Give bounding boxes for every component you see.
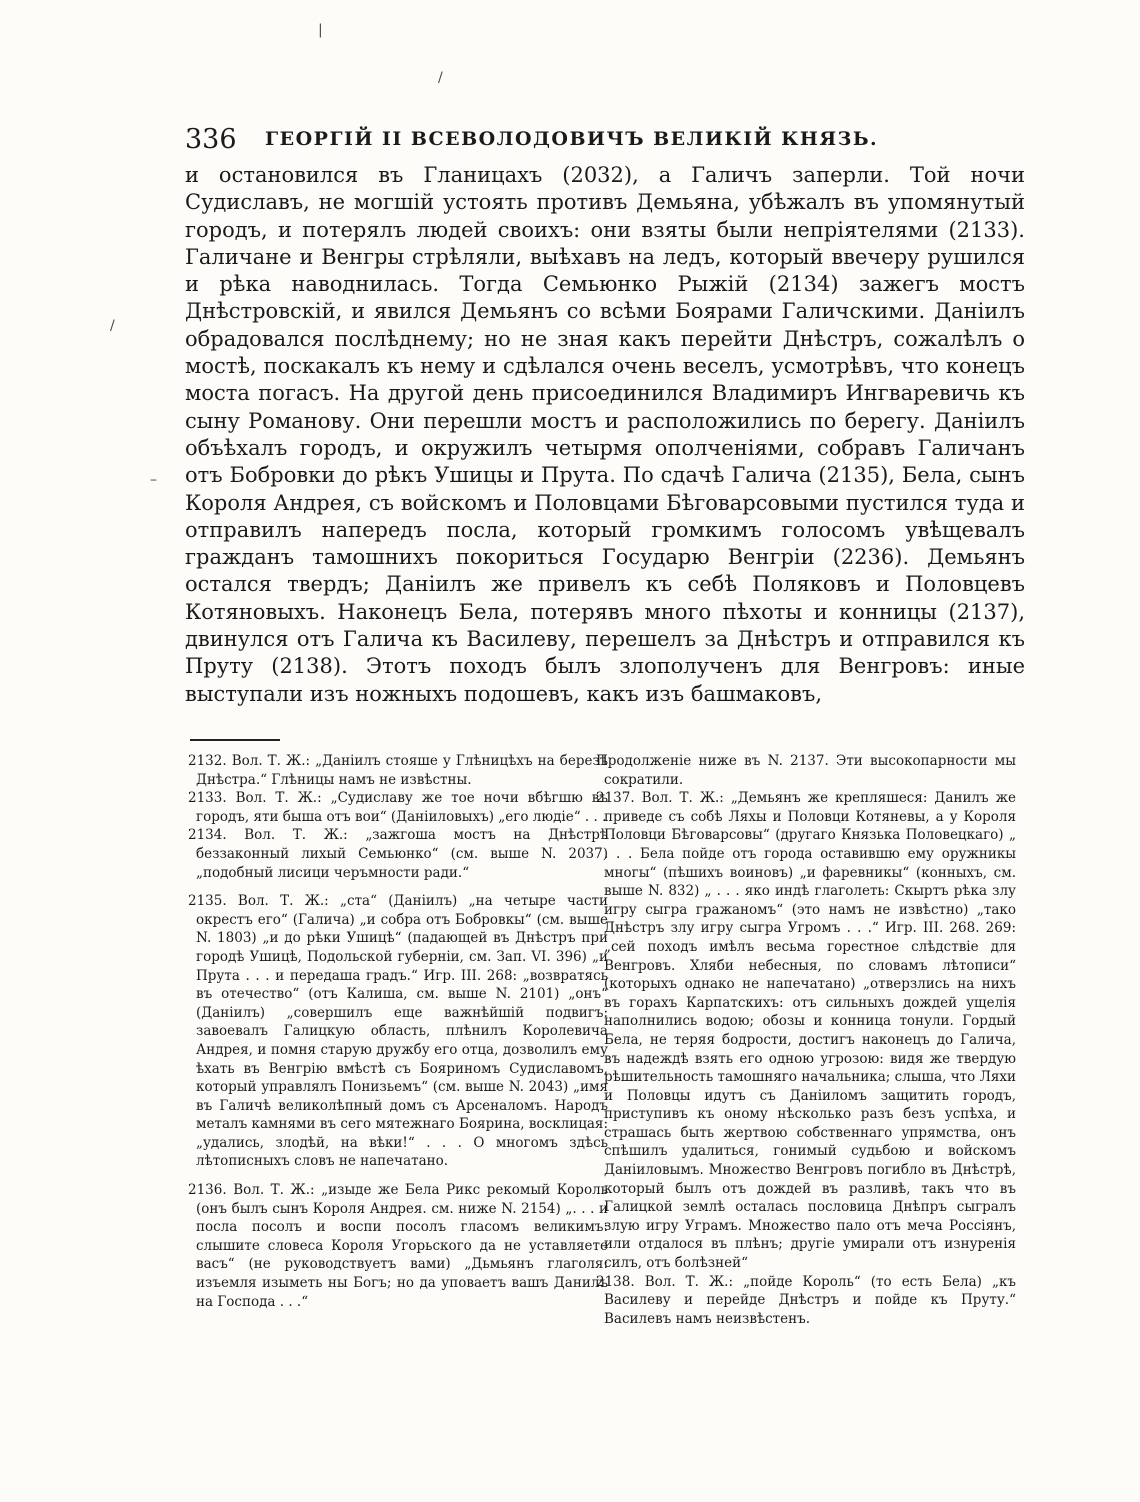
margin-mark: /	[438, 70, 443, 86]
footnote-2132: 2132. Вол. Т. Ж.: „Даніилъ стояше у Глѣницѣхъ на березѣ Днѣстра.“ Глѣницы намъ не извѣстны.	[188, 753, 608, 788]
footnote-2138: 2138. Вол. Т. Ж.: „пойде Король“ (то есть Бела) „къ Василеву и перейде Днѣстръ и пойде къ Пруту.“ Василевъ намъ неизвѣстенъ.	[596, 1273, 1016, 1327]
page-number: 336	[185, 124, 237, 155]
margin-mark: |	[318, 22, 323, 38]
footnotes-right-column	[596, 752, 1016, 1328]
footnote-2136: 2136. Вол. Т. Ж.: „изыде же Бела Рикс рекомый Король (онъ былъ сынъ Короля Андрея. см. ниже N. 2154) „. . . и посла посолъ и воспи посолъ гласомъ великимъ: слышите словеса Короля Угорьского да не уставляете васъ“ (не руководствуетъ вами) „Дьмьянъ глаголя: изъемля изыметь ны Богъ; но да уповаетъ вашъ Данилъ на Господа . . .“	[188, 1182, 608, 1310]
page-header	[185, 120, 1025, 160]
footnote-divider	[190, 739, 280, 741]
running-title: ГЕОРГІЙ II ВСЕВОЛОДОВИЧЪ ВЕЛИКІЙ КНЯЗЬ.	[265, 128, 879, 150]
main-text: и остановился въ Гланицахъ (2032), а Галичъ заперли. Той ночи Судиславъ, не могшій устоять противъ Демьяна, убѣжалъ въ упомянутый городъ, и потерялъ людей своихъ: они взяты были непріятелями (2133). Галичане и Венгры стрѣляли, выѣхавъ на ледъ, который ввечеру рушился и рѣка наводнилась. Тогда Семьюнко Рыжій (2134) зажегъ мостъ Днѣстровскій, и явился Демьянъ со всѣми Боярами Галичскими. Даніилъ обрадовался послѣднему; но не зная какъ перейти Днѣстръ, сожалѣлъ о мостѣ, поскакалъ къ нему и сдѣлался очень веселъ, усмотрѣвъ, что конецъ моста погасъ. На другой день присоединился Владимиръ Ингваревичь къ сыну Романову. Они перешли мостъ и расположились по берегу. Даніилъ объѣхалъ городъ, и окружилъ четырмя ополченіями, собравъ Галичанъ отъ Бобровки до рѣкъ Ушицы и Прута. По сдачѣ Галича (2135), Бела, сынъ Короля Андрея, съ войскомъ и Половцами Бѣговарсовыми пустился туда и отправилъ напередъ посла, который громкимъ голосомъ увѣщевалъ гражданъ тамошнихъ покориться Государю Венгріи (2236). Демьянъ остался твердъ; Даніилъ же привелъ къ себѣ Поляковъ и Половцевъ Котяновыхъ. Наконецъ Бела, потерявъ много пѣхоты и конницы (2137), двинулся отъ Галича къ Василеву, перешелъ за Днѣстръ и отправился къ Пруту (2138). Этотъ походъ былъ злополученъ для Венгровъ: иные выступали изъ ножныхъ подошевъ, какъ изъ башмаковъ,	[185, 163, 1025, 706]
footnote-2137: 2137. Вол. Т. Ж.: „Демьянъ же крепляшеся: Данилъ же приведе съ собѣ Ляхы и Половци Котяневы, а у Короля Половци Бѣговарсовы“ (другаго Князька Половецкаго) „ . . . Бела пойде отъ города оставившю ему оружникы многы“ (пѣшихъ воиновъ) „и фаревникы“ (конныхъ, см. выше N. 832) „ . . . яко индѣ глаголеть: Скыртъ рѣка злу игру сыгра гражаномъ“ (это намъ не извѣстно) „тако Днѣстръ злу игру сыгра Угромъ . . .“ Игр. III. 268. 269: „сей походъ имѣлъ весьма горестное слѣдствіе для Венгровъ. Хляби небесныя, по словамъ лѣтописи“ (которыхъ однако не напечатано) „отверзлись на нихъ въ горахъ Карпатскихъ: отъ сильныхъ дождей ущелія наполнились водою; обозы и конница тонули. Гордый Бела, не теряя бодрости, достигъ наконецъ до Галича, въ надеждѣ взять его одною угрозою: видя же твердую рѣшительность тамошняго начальника; слыша, что Ляхи и Половцы идутъ съ Даніиломъ защитить городъ, приступивъ къ оному нѣсколько разъ безъ успѣха, и страшась быть жертвою собственнаго упрямства, онъ спѣшилъ удалиться, гонимый судьбою и войскомъ Даніиловымъ. Множество Венгровъ погибло въ Днѣстрѣ, который былъ отъ дождей въ разливѣ, такъ что въ Галицкой землѣ осталась пословица Днѣпръ сыгралъ злую игру Уграмъ. Множество пало отъ меча Россіянъ, или отдалося въ плѣнъ; другіе умирали отъ изнуренія силъ, отъ болѣзней“	[596, 790, 1016, 1272]
footnote-2134: 2134. Вол. Т. Ж.: „зажгоша мостъ на Днѣстрѣ беззаконный лихый Семьюнко“ (см. выше N. 2037) „подобный лисици черъмности ради.“	[188, 827, 608, 881]
footnote-2135: 2135. Вол. Т. Ж.: „ста“ (Даніилъ) „на четыре части окрестъ его“ (Галича) „и собра отъ Бобровкы“ (см. выше N. 1803) „и до рѣки Ушицѣ“ (падающей въ Днѣстръ при городѣ Ушицѣ, Подольской губерніи, см. Зап. VI. 396) „и Прута . . . и передаша градъ.“ Игр. III. 268: „возвратясь въ отечество“ (отъ Калиша, см. выше N. 2101) „онъ“ (Даніилъ) „совершилъ еще важнѣйшій подвигъ: завоевалъ Галицкую область, плѣнилъ Королевича Андрея, и помня старую дружбу его отца, дозволилъ ему ѣхать въ Венгрію вмѣстѣ съ Бояриномъ Судиславомъ, который управлялъ Понизьемъ“ (см. выше N. 2043) „имя въ Галичѣ великолѣпный домъ съ Арсеналомъ. Народъ металъ камнями въ сего мятежнаго Боярина, восклицая: „удались, злодѣй, на вѣки!“ . . . О многомъ здѣсь лѣтописныхъ словъ не напечатано.	[188, 893, 608, 1170]
margin-mark: /	[110, 318, 115, 334]
margin-mark: –	[150, 472, 157, 488]
footnote-2133: 2133. Вол. Т. Ж.: „Судиславу же тое ночи вбѣгшю въ городъ, яти быша отъ вои“ (Даніиловыхъ) „его людіе“ . . .	[188, 790, 608, 825]
footnotes-left-column	[188, 752, 608, 1311]
footnote-2136-continued: Продолженіе ниже въ N. 2137. Эти высокопарности мы сократили.	[596, 753, 1016, 788]
